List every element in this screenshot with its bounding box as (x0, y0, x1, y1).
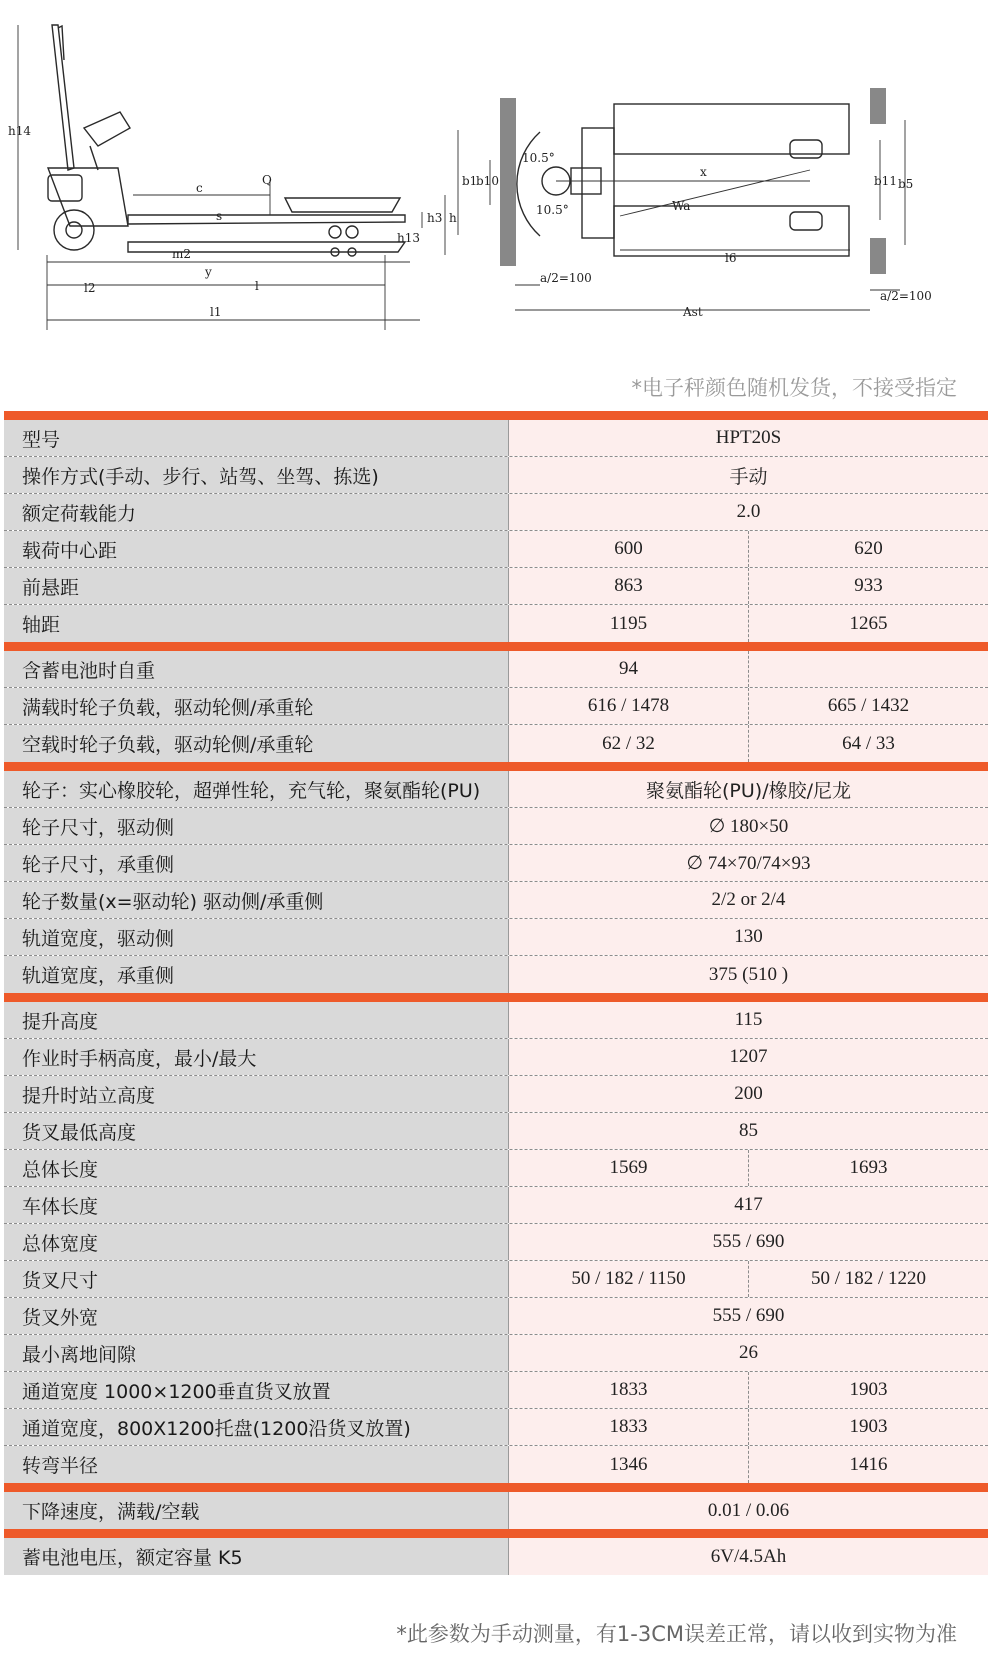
spec-row (4, 1372, 988, 1409)
spec-row (4, 1538, 988, 1575)
dim-label-c: c (196, 181, 203, 195)
spec-value: 94 (619, 658, 638, 679)
dim-label-b5: b5 (898, 177, 914, 191)
spec-values (509, 420, 988, 456)
spec-values (509, 1039, 988, 1075)
dim-label-b1: b1 (462, 174, 478, 188)
spec-label: 总体长度 (4, 1150, 509, 1186)
spec-value: 555 / 690 (712, 1305, 785, 1326)
section-divider (4, 411, 988, 420)
dim-label-m2: m2 (172, 247, 192, 261)
spec-values (509, 1002, 988, 1038)
spec-values (509, 1335, 988, 1371)
spec-row (4, 1187, 988, 1224)
spec-label: 蓄电池电压，额定容量 K5 (4, 1538, 509, 1575)
spec-row (4, 457, 988, 494)
spec-value: 1346 (609, 1453, 648, 1475)
spec-label: 货叉尺寸 (4, 1261, 509, 1297)
spec-values (509, 688, 988, 724)
spec-value: 1207 (729, 1046, 768, 1067)
spec-value: 1903 (748, 1372, 988, 1408)
spec-row (4, 1446, 988, 1483)
spec-values (509, 605, 988, 642)
spec-values (509, 651, 988, 687)
dim-label-y: y (205, 265, 212, 279)
spec-value: 1265 (748, 605, 988, 642)
section-divider (4, 993, 988, 1002)
spec-value: 64 / 33 (748, 725, 988, 762)
dim-label-h: h (449, 211, 457, 225)
spec-row (4, 1298, 988, 1335)
spec-label: 最小离地间隙 (4, 1335, 509, 1371)
spec-label: 轨道宽度，驱动侧 (4, 919, 509, 955)
spec-value: 26 (739, 1342, 758, 1363)
spec-values (509, 1538, 988, 1575)
spec-value: 0.01 / 0.06 (707, 1499, 790, 1521)
spec-table (4, 411, 988, 1575)
spec-value: 863 (614, 575, 643, 596)
dim-label-q: Q (262, 173, 272, 187)
spec-label: 轴距 (4, 605, 509, 642)
spec-value: 130 (734, 926, 763, 947)
spec-row (4, 1076, 988, 1113)
spec-label: 车体长度 (4, 1187, 509, 1223)
spec-label: 货叉最低高度 (4, 1113, 509, 1149)
spec-value: 6V/4.5Ah (710, 1545, 787, 1567)
spec-value: 616 / 1478 (587, 695, 670, 716)
spec-label: 前悬距 (4, 568, 509, 604)
spec-row (4, 725, 988, 762)
spec-values (509, 771, 988, 807)
spec-row (4, 771, 988, 808)
top-view-drawing (458, 88, 932, 319)
spec-label: 下降速度，满载/空载 (4, 1492, 509, 1529)
spec-label: 轮子：实心橡胶轮，超弹性轮，充气轮，聚氨酯轮(PU) (4, 771, 509, 807)
spec-row (4, 1261, 988, 1298)
spec-value: 2.0 (736, 501, 761, 522)
spec-label: 操作方式(手动、步行、站驾、坐驾、拣选) (4, 457, 509, 493)
spec-row (4, 1150, 988, 1187)
spec-value: ∅ 74×70/74×93 (686, 852, 811, 874)
spec-value: 1833 (609, 1416, 648, 1437)
spec-value: ∅ 180×50 (708, 815, 789, 837)
section-divider (4, 642, 988, 651)
spec-values (509, 882, 988, 918)
spec-row (4, 956, 988, 993)
dim-label-angle-1: 10.5° (522, 151, 555, 165)
spec-values (509, 1113, 988, 1149)
measurement-disclaimer-note: *此参数为手动测量，有1-3CM误差正常，请以收到实物为准 (396, 1622, 957, 1646)
spec-value: 115 (734, 1009, 763, 1030)
dim-label-angle-2: 10.5° (536, 203, 569, 217)
dim-label-ast: Ast (683, 305, 703, 319)
dim-label-b10: b10 (476, 174, 499, 188)
spec-row (4, 845, 988, 882)
section-divider (4, 1483, 988, 1492)
dim-label-wa: Wa (672, 199, 691, 213)
spec-label: 轮子尺寸，驱动侧 (4, 808, 509, 844)
spec-values (509, 1446, 988, 1483)
dim-label-b11: b11 (874, 174, 897, 188)
section-divider (4, 762, 988, 771)
spec-value: 555 / 690 (712, 1231, 785, 1252)
spec-row (4, 1409, 988, 1446)
spec-values (509, 1076, 988, 1112)
spec-values (509, 1492, 988, 1529)
spec-row (4, 420, 988, 457)
spec-label: 提升高度 (4, 1002, 509, 1038)
spec-value: 50 / 182 / 1220 (748, 1261, 988, 1297)
spec-value: 聚氨酯轮(PU)/橡胶/尼龙 (646, 779, 851, 802)
spec-value: 417 (734, 1194, 763, 1215)
dim-label-a2-right: a/2=100 (880, 289, 932, 303)
spec-label: 含蓄电池时自重 (4, 651, 509, 687)
spec-row (4, 688, 988, 725)
spec-label: 通道宽度 1000×1200垂直货叉放置 (4, 1372, 509, 1408)
dim-label-l: l (255, 279, 259, 293)
spec-label: 轮子数量(x=驱动轮) 驱动侧/承重侧 (4, 882, 509, 918)
dim-label-h14: h14 (8, 124, 31, 138)
spec-row (4, 568, 988, 605)
color-disclaimer-note: *电子秤颜色随机发货，不接受指定 (631, 376, 957, 400)
spec-value: 手动 (729, 465, 768, 488)
spec-values (509, 725, 988, 762)
spec-row (4, 1113, 988, 1150)
spec-row (4, 808, 988, 845)
spec-value: 375 (510 ) (708, 963, 789, 985)
spec-values (509, 919, 988, 955)
spec-value: 62 / 32 (602, 732, 655, 754)
spec-label: 总体宽度 (4, 1224, 509, 1260)
spec-value: 665 / 1432 (748, 688, 988, 724)
spec-values (509, 956, 988, 993)
spec-label: 通道宽度，800X1200托盘(1200沿货叉放置) (4, 1409, 509, 1445)
spec-values (509, 1150, 988, 1186)
spec-row (4, 531, 988, 568)
spec-value: 85 (739, 1120, 758, 1141)
spec-value: 1195 (609, 612, 648, 634)
dim-label-l6: l6 (725, 251, 737, 265)
dim-label-a2-left: a/2=100 (540, 271, 592, 285)
spec-label: 载荷中心距 (4, 531, 509, 567)
spec-value: 620 (748, 531, 988, 567)
spec-row (4, 1492, 988, 1529)
spec-label: 满载时轮子负载，驱动轮侧/承重轮 (4, 688, 509, 724)
spec-value: 200 (734, 1083, 763, 1104)
spec-value: HPT20S (715, 427, 782, 448)
spec-label: 作业时手柄高度，最小/最大 (4, 1039, 509, 1075)
spec-row (4, 1002, 988, 1039)
dim-label-l2: l2 (84, 281, 96, 295)
spec-value: 1833 (609, 1379, 648, 1400)
spec-row (4, 1039, 988, 1076)
spec-value: 1693 (748, 1150, 988, 1186)
spec-row (4, 494, 988, 531)
dim-label-h13: h13 (397, 231, 420, 245)
section-divider (4, 1529, 988, 1538)
spec-label: 型号 (4, 420, 509, 456)
spec-label: 轨道宽度，承重侧 (4, 956, 509, 993)
spec-values (509, 1261, 988, 1297)
spec-value: 2/2 or 2/4 (711, 889, 786, 910)
spec-row (4, 651, 988, 688)
spec-label: 额定荷载能力 (4, 494, 509, 530)
spec-row (4, 1224, 988, 1261)
spec-values (509, 1298, 988, 1334)
spec-values (509, 457, 988, 493)
spec-value (748, 651, 988, 687)
dimension-diagram (0, 0, 990, 360)
spec-values (509, 1224, 988, 1260)
spec-values (509, 1187, 988, 1223)
spec-values (509, 531, 988, 567)
dim-label-l1: l1 (210, 305, 222, 319)
spec-values (509, 845, 988, 881)
spec-row (4, 919, 988, 956)
side-view-drawing (8, 25, 457, 330)
spec-value: 1416 (748, 1446, 988, 1483)
spec-label: 提升时站立高度 (4, 1076, 509, 1112)
spec-values (509, 1409, 988, 1445)
spec-row (4, 1335, 988, 1372)
spec-values (509, 494, 988, 530)
dim-label-h3: h3 (427, 211, 443, 225)
spec-values (509, 1372, 988, 1408)
spec-value: 1903 (748, 1409, 988, 1445)
spec-row (4, 882, 988, 919)
spec-value: 50 / 182 / 1150 (571, 1268, 686, 1289)
dim-label-x: x (700, 165, 707, 179)
spec-row (4, 605, 988, 642)
spec-value: 933 (748, 568, 988, 604)
spec-label: 轮子尺寸，承重侧 (4, 845, 509, 881)
spec-label: 货叉外宽 (4, 1298, 509, 1334)
spec-label: 转弯半径 (4, 1446, 509, 1483)
spec-values (509, 808, 988, 844)
spec-label: 空载时轮子负载，驱动轮侧/承重轮 (4, 725, 509, 762)
spec-values (509, 568, 988, 604)
spec-value: 1569 (609, 1157, 648, 1178)
dim-label-s: s (216, 209, 223, 223)
spec-value: 600 (614, 538, 643, 559)
